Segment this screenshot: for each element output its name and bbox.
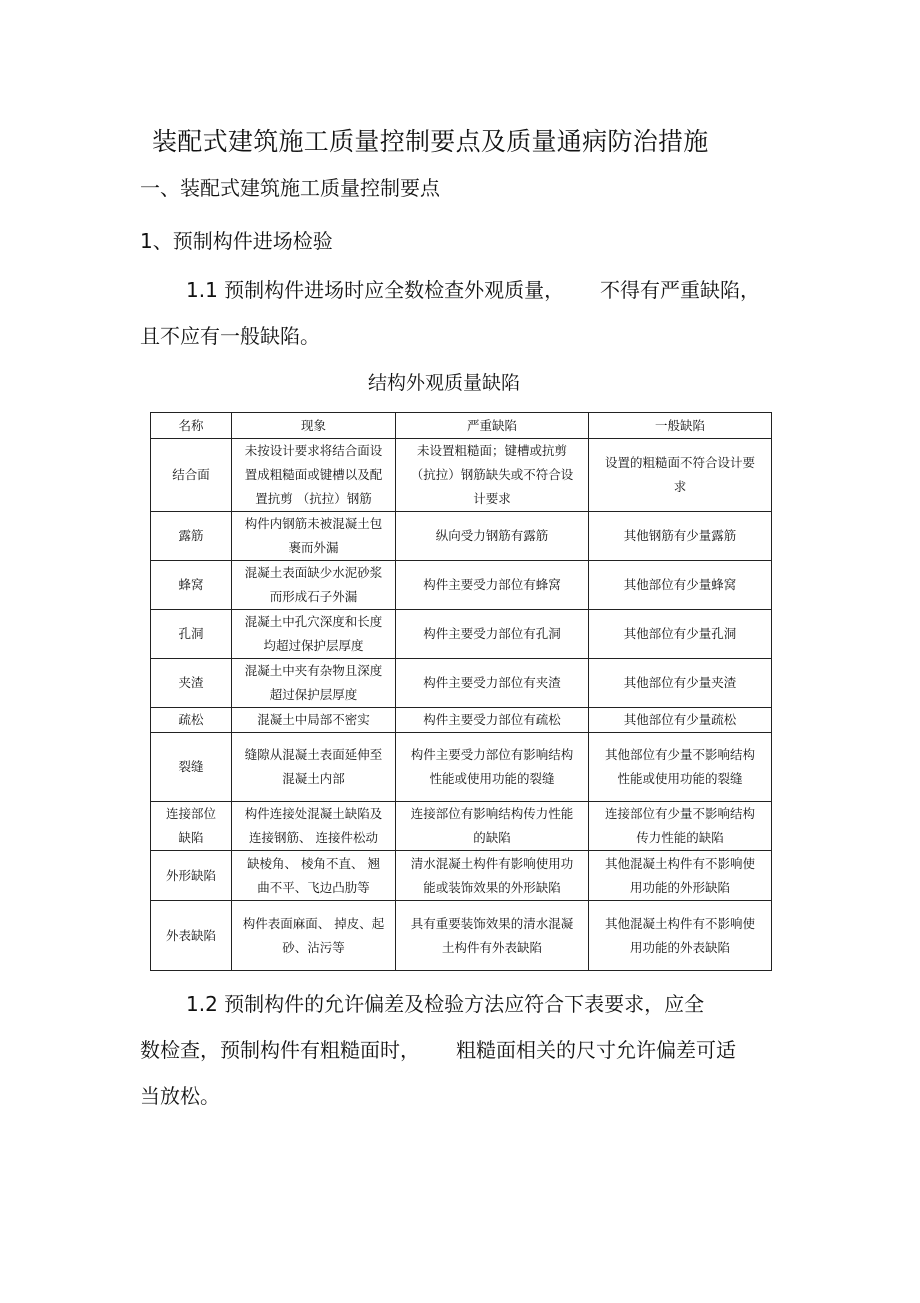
cell-phenomenon: 缺棱角、 棱角不直、 翘曲不平、飞边凸肋等 bbox=[232, 851, 396, 901]
table-row bbox=[151, 561, 772, 610]
cell-serious: 构件主要受力部位有疏松 bbox=[396, 708, 589, 733]
cell-name: 蜂窝 bbox=[151, 561, 232, 610]
cell-general: 其他部位有少量不影响结构性能或使用功能的裂缝 bbox=[589, 733, 772, 802]
subsection-heading: 1、预制构件进场检验 bbox=[140, 229, 333, 253]
cell-phenomenon: 构件内钢筋未被混凝土包裹而外漏 bbox=[232, 512, 396, 561]
section-heading: 一、装配式建筑施工质量控制要点 bbox=[140, 176, 440, 200]
cell-general: 其他部位有少量夹渣 bbox=[589, 659, 772, 708]
table-row bbox=[151, 901, 772, 971]
cell-general: 其他混凝土构件有不影响使用功能的外形缺陷 bbox=[589, 851, 772, 901]
cell-phenomenon: 混凝土表面缺少水泥砂浆而形成石子外漏 bbox=[232, 561, 396, 610]
table-row bbox=[151, 733, 772, 802]
cell-phenomenon: 混凝土中局部不密实 bbox=[232, 708, 396, 733]
table-row bbox=[151, 610, 772, 659]
cell-name: 结合面 bbox=[151, 439, 232, 512]
cell-serious: 清水混凝土构件有影响使用功能或装饰效果的外形缺陷 bbox=[396, 851, 589, 901]
cell-name: 裂缝 bbox=[151, 733, 232, 802]
cell-general: 设置的粗糙面不符合设计要求 bbox=[589, 439, 772, 512]
paragraph-1-1-line1b: 不得有严重缺陷， bbox=[600, 278, 760, 302]
cell-general: 其他部位有少量蜂窝 bbox=[589, 561, 772, 610]
cell-serious: 未设置粗糙面；键槽或抗剪（抗拉）钢筋缺失或不符合设计要求 bbox=[396, 439, 589, 512]
cell-phenomenon: 混凝土中孔穴深度和长度均超过保护层厚度 bbox=[232, 610, 396, 659]
cell-serious: 构件主要受力部位有孔洞 bbox=[396, 610, 589, 659]
cell-general: 其他钢筋有少量露筋 bbox=[589, 512, 772, 561]
paragraph-1-1-line1a: 1.1 预制构件进场时应全数检查外观质量， bbox=[186, 278, 565, 302]
paragraph-1-1-line2: 且不应有一般缺陷。 bbox=[140, 324, 320, 348]
cell-name: 外形缺陷 bbox=[151, 851, 232, 901]
paragraph-1-2-line3: 当放松。 bbox=[140, 1084, 220, 1108]
cell-phenomenon: 构件表面麻面、 掉皮、起砂、沾污等 bbox=[232, 901, 396, 971]
cell-name: 露筋 bbox=[151, 512, 232, 561]
cell-name: 疏松 bbox=[151, 708, 232, 733]
header-name: 名称 bbox=[151, 413, 232, 439]
document-title: 装配式建筑施工质量控制要点及质量通病防治措施 bbox=[152, 127, 709, 156]
cell-name: 外表缺陷 bbox=[151, 901, 232, 971]
cell-serious: 纵向受力钢筋有露筋 bbox=[396, 512, 589, 561]
table-header-row bbox=[151, 413, 772, 439]
cell-name: 连接部位缺陷 bbox=[151, 802, 232, 851]
table-row bbox=[151, 708, 772, 733]
cell-name: 孔洞 bbox=[151, 610, 232, 659]
cell-serious: 构件主要受力部位有蜂窝 bbox=[396, 561, 589, 610]
table-row bbox=[151, 659, 772, 708]
table-row bbox=[151, 439, 772, 512]
cell-serious: 构件主要受力部位有影响结构性能或使用功能的裂缝 bbox=[396, 733, 589, 802]
cell-phenomenon: 缝隙从混凝土表面延伸至混凝土内部 bbox=[232, 733, 396, 802]
cell-serious: 连接部位有影响结构传力性能的缺陷 bbox=[396, 802, 589, 851]
cell-serious: 构件主要受力部位有夹渣 bbox=[396, 659, 589, 708]
cell-name: 夹渣 bbox=[151, 659, 232, 708]
cell-general: 其他混凝土构件有不影响使用功能的外表缺陷 bbox=[589, 901, 772, 971]
table-row bbox=[151, 802, 772, 851]
defects-table bbox=[150, 412, 772, 971]
header-general: 一般缺陷 bbox=[589, 413, 772, 439]
table-row bbox=[151, 512, 772, 561]
cell-phenomenon: 构件连接处混凝土缺陷及连接钢筋、 连接件松动 bbox=[232, 802, 396, 851]
cell-phenomenon: 混凝土中夹有杂物且深度超过保护层厚度 bbox=[232, 659, 396, 708]
header-serious: 严重缺陷 bbox=[396, 413, 589, 439]
cell-phenomenon: 未按设计要求将结合面设置成粗糙面或键槽以及配置抗剪 （抗拉）钢筋 bbox=[232, 439, 396, 512]
paragraph-1-2-line2a: 数检查，预制构件有粗糙面时， bbox=[140, 1038, 420, 1062]
cell-general: 其他部位有少量疏松 bbox=[589, 708, 772, 733]
paragraph-1-2-line2b: 粗糙面相关的尺寸允许偏差可适 bbox=[456, 1038, 736, 1062]
paragraph-1-2-line1: 1.2 预制构件的允许偏差及检验方法应符合下表要求，应全 bbox=[186, 992, 705, 1016]
cell-general: 其他部位有少量孔洞 bbox=[589, 610, 772, 659]
table-row bbox=[151, 851, 772, 901]
table-caption: 结构外观质量缺陷 bbox=[368, 372, 521, 394]
cell-general: 连接部位有少量不影响结构传力性能的缺陷 bbox=[589, 802, 772, 851]
cell-serious: 具有重要装饰效果的清水混凝土构件有外表缺陷 bbox=[396, 901, 589, 971]
header-phenomenon: 现象 bbox=[232, 413, 396, 439]
